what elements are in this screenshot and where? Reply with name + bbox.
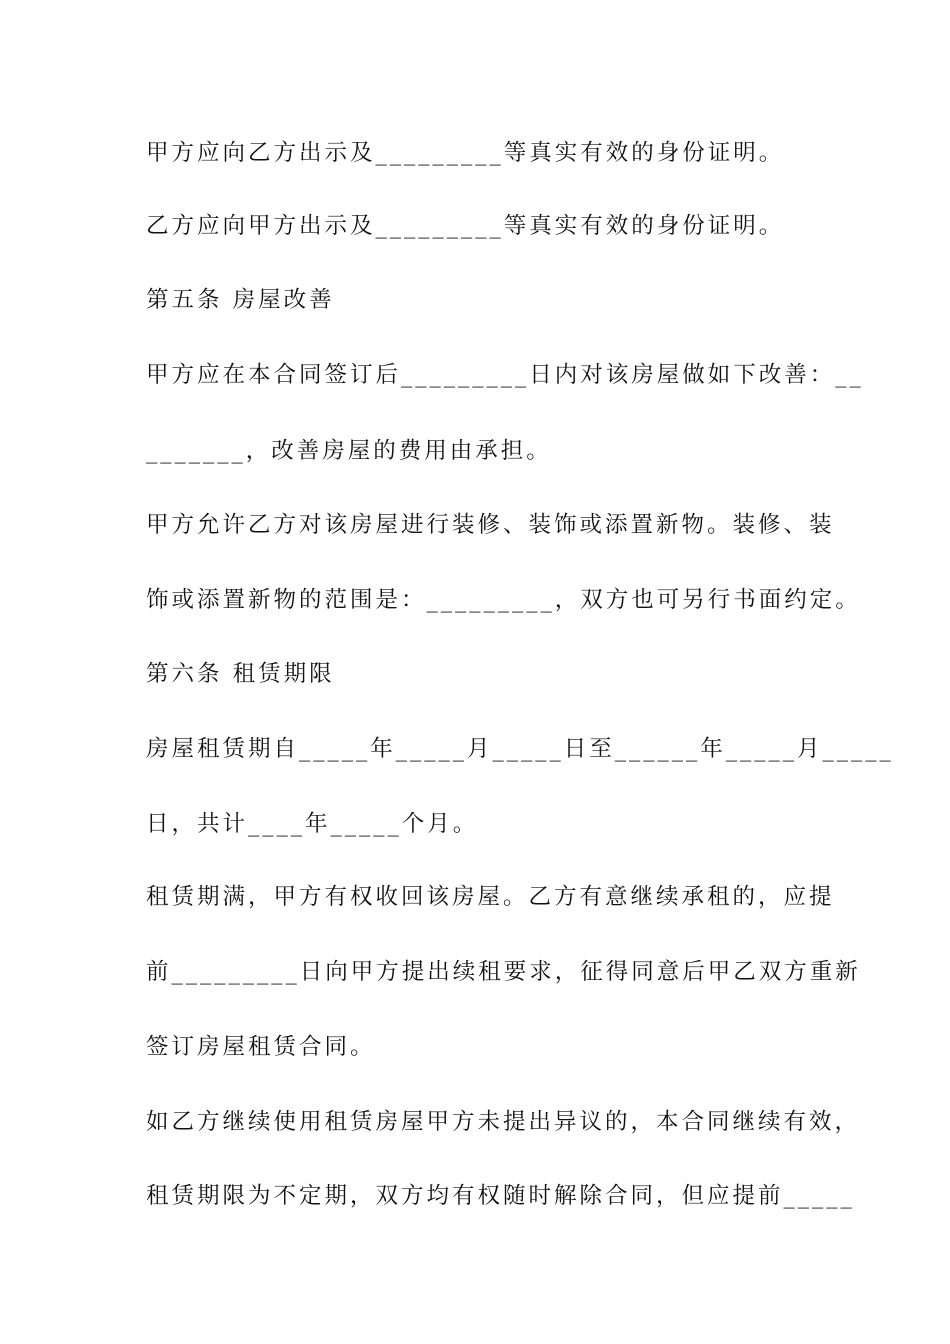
text-line-4: _______，改善房屋的费用由承担。 xyxy=(146,438,552,464)
text-line-12: 如乙方继续使用租赁房屋甲方未提出异议的，本合同继续有效， xyxy=(146,1109,861,1135)
text-line-13: 租赁期限为不定期，双方均有权随时解除合同，但应提前_____ xyxy=(146,1183,855,1209)
text-line-10: 前_________日向甲方提出续租要求，征得同意后甲乙双方重新 xyxy=(146,959,861,985)
text-line-1: 甲方应向乙方出示及_________等真实有效的身份证明。 xyxy=(146,140,785,166)
text-line-8: 日，共计____年_____个月。 xyxy=(146,811,479,837)
text-line-7: 房屋租赁期自_____年_____月_____日至______年_____月_____ xyxy=(146,736,894,762)
text-line-5: 甲方允许乙方对该房屋进行装修、装饰或添置新物。装修、装 xyxy=(146,512,835,538)
text-line-9: 租赁期满，甲方有权收回该房屋。乙方有意继续承租的，应提 xyxy=(146,884,835,910)
text-line-11: 签订房屋租赁合同。 xyxy=(146,1034,376,1060)
section-heading-6: 第六条 租赁期限 xyxy=(146,661,335,687)
text-line-2: 乙方应向甲方出示及_________等真实有效的身份证明。 xyxy=(146,213,785,239)
text-line-6: 饰或添置新物的范围是：_________，双方也可另行书面约定。 xyxy=(146,587,861,613)
text-line-3: 甲方应在本合同签订后_________日内对该房屋做如下改善：__ xyxy=(146,362,864,388)
section-heading-5: 第五条 房屋改善 xyxy=(146,287,335,313)
